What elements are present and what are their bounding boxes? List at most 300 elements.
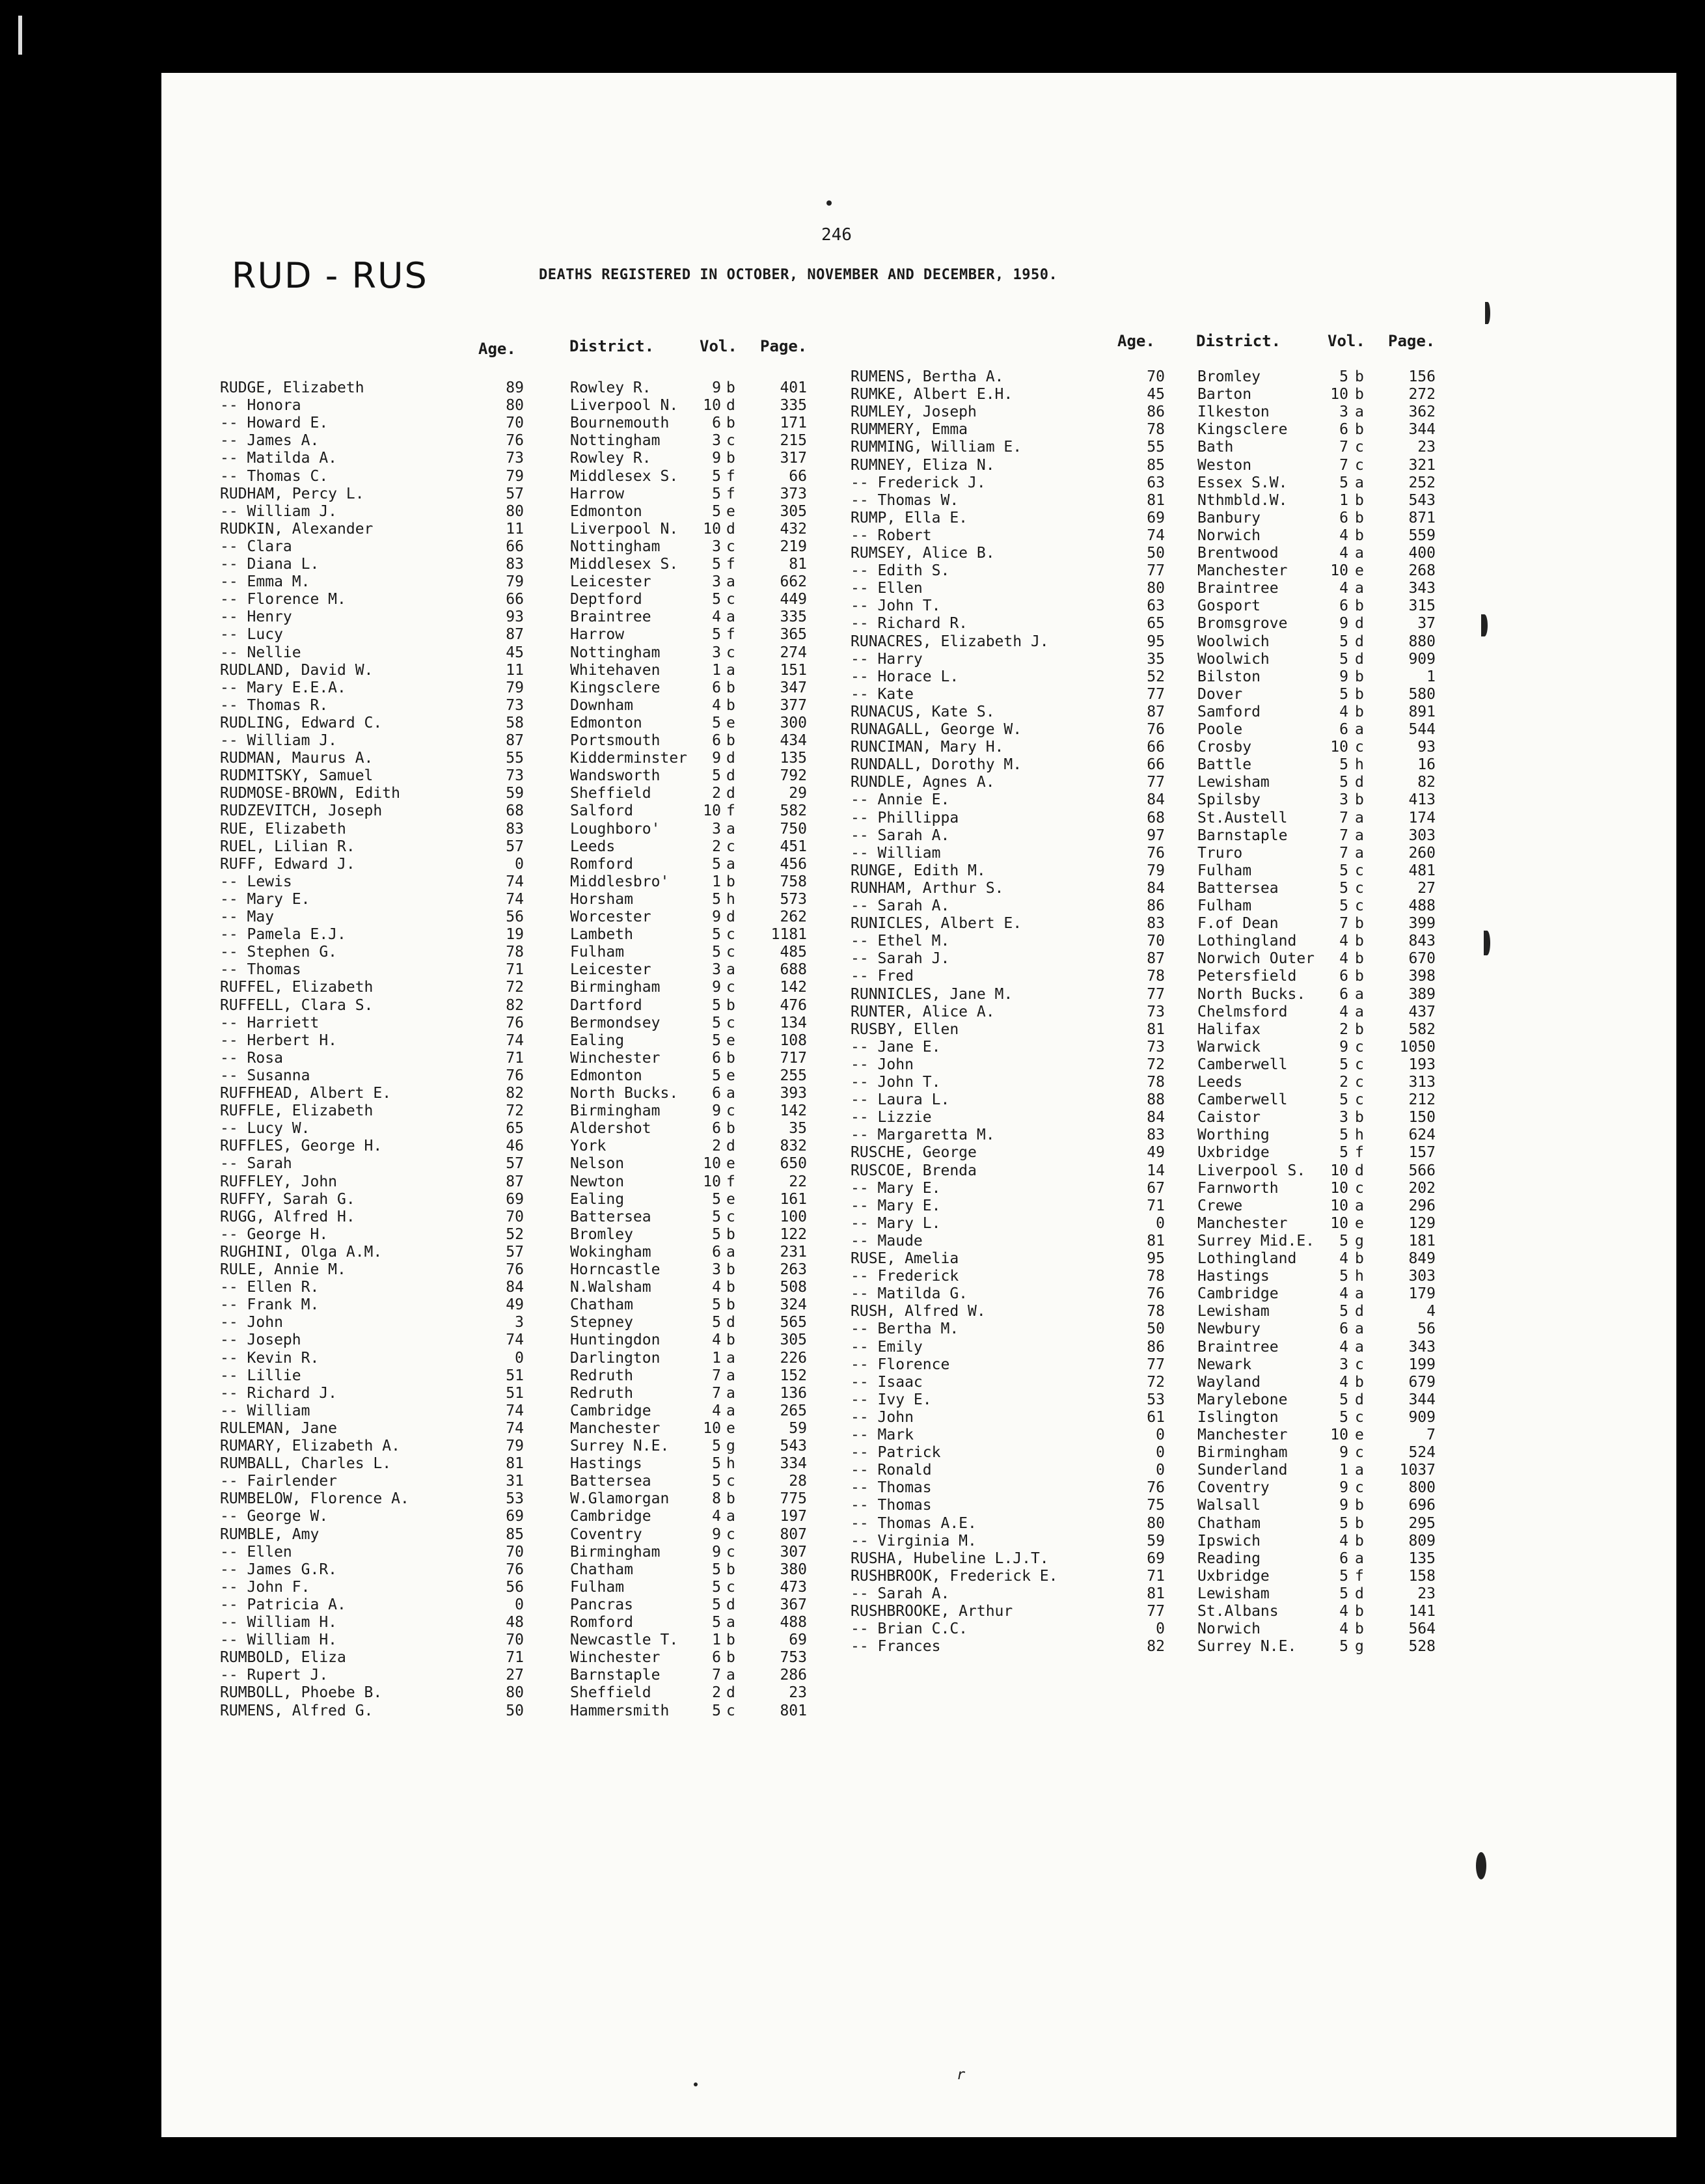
entry-name: -- Lucy W. [220,1120,310,1138]
entry-page: 274 [780,644,807,661]
entry-vol: 6 [1339,597,1348,615]
entry-letter: c [1355,439,1364,456]
entry-vol: 5 [712,767,721,785]
entry-vol: 3 [712,961,721,979]
entry-letter: b [1355,968,1364,985]
entry-vol: 5 [1339,1303,1348,1320]
entry-letter: b [1355,1514,1364,1532]
entry-district: W.Glamorgan [570,1490,670,1508]
register-entry [0,721,1705,739]
entry-vol: 5 [712,1473,721,1490]
entry-district: Liverpool N. [570,397,679,415]
entry-page: 157 [1408,1144,1436,1162]
entry-age: 45 [506,644,524,661]
entry-letter: e [1355,562,1364,580]
entry-name: RUDMAN, Maurus A. [220,750,374,767]
register-entry [0,597,1705,616]
page-header-left: Page. [760,337,808,355]
entry-name: -- John [220,1314,283,1331]
entry-vol: 5 [1339,1268,1348,1285]
entry-letter: c [1355,879,1364,897]
entry-vol: 5 [1339,474,1348,491]
entry-vol: 4 [1339,1373,1348,1391]
entry-page: 23 [789,1684,807,1702]
entry-vol: 5 [712,1561,721,1578]
entry-name: RULEMAN, Jane [220,1419,338,1437]
entry-district: Birmingham [570,1102,661,1120]
entry-letter: a [726,1402,735,1419]
entry-age: 56 [506,908,524,925]
entry-district: Chatham [1197,1514,1261,1532]
entry-age: 59 [1147,1532,1165,1549]
entry-letter: c [1355,1356,1364,1373]
margin-mark [1485,302,1490,324]
entry-district: Manchester [1197,562,1288,580]
entry-name: RUMMERY, Emma [851,421,968,439]
entry-page: 129 [1408,1214,1436,1232]
entry-name: RUMMING, William E. [851,439,1022,456]
entry-vol: 5 [1339,862,1348,879]
entry-name: -- Patricia A. [220,1596,346,1613]
entry-vol: 4 [1339,703,1348,720]
entry-name: -- Honora [220,397,301,415]
entry-page: 508 [780,1279,807,1296]
entry-name: -- Isaac [851,1373,923,1391]
entry-page: 303 [1408,1268,1436,1285]
entry-vol: 5 [1339,897,1348,914]
entry-page: 473 [780,1578,807,1596]
entry-vol: 5 [1339,1585,1348,1602]
register-entry [0,1497,1705,1515]
register-entry [0,915,1705,933]
entry-name: -- Lillie [220,1367,301,1384]
entry-district: Warwick [1197,1038,1261,1056]
entry-page: 171 [780,415,807,432]
entry-age: 76 [506,1067,524,1084]
entry-vol: 6 [1339,1549,1348,1567]
entry-page: 750 [780,820,807,838]
entry-page: 401 [780,379,807,396]
entry-district: F.of Dean [1197,915,1279,933]
entry-vol: 5 [712,1190,721,1208]
entry-letter: b [1355,668,1364,685]
entry-letter: b [1355,526,1364,544]
entry-page: 832 [780,1138,807,1155]
entry-vol: 10 [703,1173,721,1190]
entry-name: -- Lizzie [851,1109,932,1126]
entry-vol: 5 [712,996,721,1014]
entry-vol: 1 [1339,1462,1348,1479]
entry-vol: 5 [712,1031,721,1049]
entry-page: 343 [1408,1338,1436,1356]
entry-page: 272 [1408,386,1436,403]
entry-page: 334 [780,1455,807,1473]
entry-vol: 9 [1339,615,1348,633]
page-heading: RUD - RUS [232,255,428,296]
entry-age: 0 [515,1596,524,1613]
register-entry [0,1285,1705,1304]
entry-vol: 5 [1339,879,1348,897]
entry-letter: b [1355,1532,1364,1549]
entry-name: RUMENS, Bertha A. [851,368,1004,385]
entry-letter: c [1355,1091,1364,1109]
entry-page: 296 [1408,1197,1436,1214]
entry-district: Bromley [570,1225,633,1243]
entry-page: 252 [1408,474,1436,491]
entry-age: 86 [1147,1338,1165,1356]
entry-age: 73 [506,450,524,467]
entry-age: 78 [506,944,524,961]
entry-letter: b [1355,1620,1364,1638]
register-entry [0,810,1705,828]
entry-page: 286 [780,1667,807,1684]
entry-name: -- Frances [851,1638,941,1656]
entry-vol: 5 [712,1614,721,1631]
entry-letter: h [1355,1268,1364,1285]
entry-vol: 10 [1330,1162,1348,1179]
entry-age: 78 [1147,1268,1165,1285]
register-entry [0,1426,1705,1445]
entry-letter: e [1355,1214,1364,1232]
entry-page: 135 [1408,1549,1436,1567]
entry-age: 74 [506,1402,524,1419]
entry-letter: a [1355,985,1364,1003]
age-header-right: Age. [1117,332,1155,350]
entry-vol: 5 [712,485,721,502]
entry-letter: a [726,1384,735,1402]
entry-district: Liverpool N. [570,520,679,538]
entry-vol: 7 [712,1367,721,1384]
entry-vol: 5 [712,714,721,731]
entry-letter: c [1355,1444,1364,1462]
register-entry [0,986,1705,1004]
entry-vol: 5 [1339,1232,1348,1249]
entry-vol: 6 [712,1049,721,1067]
entry-letter: c [1355,1479,1364,1497]
entry-letter: b [1355,597,1364,615]
entry-letter: b [726,696,735,714]
entry-vol: 4 [1339,1620,1348,1638]
entry-district: Surrey N.E. [1197,1638,1297,1656]
entry-age: 82 [506,996,524,1014]
entry-district: Birmingham [570,979,661,996]
entry-district: Truro [1197,844,1243,862]
entry-district: Spilsby [1197,791,1261,809]
entry-age: 74 [506,1419,524,1437]
bottom-mark: r [957,2067,966,2083]
entry-district: Braintree [570,608,651,626]
register-entry [0,1320,1705,1339]
entry-district: Leicester [570,961,651,979]
entry-name: RUSH, Alfred W. [851,1303,986,1320]
entry-page: 476 [780,996,807,1014]
entry-district: Leicester [570,573,651,591]
entry-age: 0 [1156,1214,1165,1232]
entry-name: -- Bertha M. [851,1320,959,1338]
entry-page: 909 [1408,650,1436,668]
entry-vol: 3 [712,644,721,661]
entry-letter: b [726,379,735,396]
entry-letter: c [726,1208,735,1225]
entry-district: Darlington [570,1349,661,1367]
entry-age: 83 [506,820,524,838]
entry-district: Uxbridge [1197,1567,1270,1585]
entry-age: 65 [1147,615,1165,633]
entry-district: Lothingland [1197,1250,1297,1267]
entry-page: 335 [780,608,807,626]
entry-district: Nthmbld.W. [1197,491,1288,509]
entry-name: -- Frank M. [220,1296,320,1314]
entry-name: -- William [220,1402,310,1419]
register-entry [0,1003,1705,1022]
entry-district: Bermondsey [570,1014,661,1031]
entry-vol: 10 [1330,1197,1348,1214]
register-entry [0,1339,1705,1357]
entry-vol: 3 [712,573,721,591]
entry-district: Harrow [570,626,625,644]
entry-district: Middlesex S. [570,556,679,573]
entry-district: Surrey N.E. [570,1438,670,1454]
entry-letter: c [726,1578,735,1596]
entry-page: 179 [1408,1285,1436,1303]
entry-district: Bilston [1197,668,1261,685]
entry-name: RUNDALL, Dorothy M. [851,756,1022,774]
entry-vol: 7 [712,1384,721,1402]
entry-district: Romford [570,1614,633,1631]
entry-name: -- Henry [220,608,292,626]
entry-letter: d [726,1596,735,1613]
entry-page: 212 [1408,1091,1436,1109]
entry-age: 69 [1147,509,1165,526]
entry-vol: 5 [1339,1126,1348,1144]
entry-district: Ealing [570,1031,625,1049]
entry-name: -- John F. [220,1578,310,1596]
entry-age: 72 [1147,1056,1165,1073]
register-entry [0,1197,1705,1216]
entry-page: 35 [789,1120,807,1138]
entry-letter: b [726,679,735,696]
entry-page: 582 [780,802,807,820]
entry-letter: b [1355,1603,1364,1620]
entry-district: Bromley [1197,368,1261,385]
entry-age: 77 [1147,1356,1165,1373]
entry-vol: 4 [712,1508,721,1525]
entry-age: 50 [506,1702,524,1719]
entry-page: 66 [789,467,807,485]
entry-letter: a [1355,545,1364,562]
entry-name: -- Susanna [220,1067,310,1084]
entry-name: RUFFLEY, John [220,1173,338,1190]
entry-vol: 5 [712,1596,721,1613]
entry-district: Camberwell [1197,1091,1288,1109]
entry-age: 80 [506,502,524,520]
entry-district: Kingsclere [1197,421,1288,439]
entry-name: RUMBALL, Charles L. [220,1455,392,1473]
entry-page: 81 [789,556,807,573]
entry-vol: 5 [1339,1514,1348,1532]
entry-vol: 5 [712,591,721,608]
ink-dot [826,200,832,206]
entry-age: 79 [1147,862,1165,879]
entry-vol: 3 [1339,791,1348,809]
entry-letter: f [726,1173,735,1190]
entry-district: Barnstaple [1197,826,1288,844]
entry-page: 880 [1408,633,1436,650]
entry-age: 57 [506,1155,524,1173]
entry-age: 80 [506,1684,524,1702]
entry-age: 71 [506,1049,524,1067]
entry-vol: 5 [1339,650,1348,668]
entry-district: Fulham [570,944,625,961]
entry-district: Deptford [570,591,642,608]
entry-district: Newcastle T. [570,1631,679,1649]
register-entry [0,1039,1705,1057]
entry-name: -- Patrick [851,1444,941,1462]
entry-name: -- Diana L. [220,556,320,573]
entry-letter: c [1355,1056,1364,1073]
entry-name: RUGHINI, Olga A.M. [220,1243,383,1261]
entry-age: 76 [1147,844,1165,862]
entry-district: Essex S.W. [1197,474,1288,491]
entry-age: 77 [1147,562,1165,580]
entry-name: -- John T. [851,1074,941,1091]
entry-letter: c [726,1014,735,1031]
entry-age: 78 [1147,1303,1165,1320]
entry-vol: 4 [1339,1285,1348,1303]
entry-page: 717 [780,1049,807,1067]
entry-age: 63 [1147,474,1165,491]
entry-page: 151 [780,661,807,679]
entry-letter: d [726,785,735,802]
entry-age: 75 [1147,1497,1165,1514]
entry-name: RUNDLE, Agnes A. [851,774,995,791]
entry-district: Crewe [1197,1197,1243,1214]
entry-page: 37 [1417,615,1436,633]
entry-age: 77 [1147,774,1165,791]
entry-letter: b [1355,915,1364,933]
page-header-right: Page. [1388,332,1436,350]
entry-age: 93 [506,608,524,626]
entry-name: -- Florence [851,1356,950,1373]
entry-name: -- George H. [220,1225,329,1243]
entry-district: Birmingham [1197,1444,1288,1462]
entry-name: RUSHBROOK, Frederick E. [851,1567,1058,1585]
register-entry [0,774,1705,792]
entry-letter: c [1355,1038,1364,1056]
entry-age: 73 [506,767,524,785]
entry-age: 76 [1147,721,1165,738]
entry-vol: 3 [1339,1356,1348,1373]
entry-page: 136 [780,1384,807,1402]
entry-vol: 10 [1330,562,1348,580]
entry-letter: f [726,467,735,485]
entry-age: 55 [1147,439,1165,456]
entry-name: -- Brian C.C. [851,1620,968,1638]
entry-age: 89 [506,379,524,396]
entry-name: -- Mark [851,1426,914,1443]
entry-age: 71 [1147,1567,1165,1585]
entry-letter: d [1355,1585,1364,1602]
entry-age: 31 [506,1473,524,1490]
register-entry [0,562,1705,580]
entry-district: Lothingland [1197,933,1297,950]
entry-age: 82 [506,1085,524,1102]
entry-age: 70 [506,1208,524,1225]
entry-letter: e [726,1067,735,1084]
entry-district: Kingsclere [570,679,661,696]
entry-age: 97 [1147,826,1165,844]
register-entry [0,527,1705,545]
register-entry [0,633,1705,651]
entry-letter: c [1355,862,1364,879]
entry-district: North Bucks. [570,1085,679,1102]
entry-vol: 6 [1339,985,1348,1003]
entry-age: 88 [1147,1091,1165,1109]
entry-age: 83 [1147,1126,1165,1144]
entry-vol: 5 [1339,756,1348,774]
entry-district: Bath [1197,439,1234,456]
entry-vol: 9 [1339,1038,1348,1056]
entry-vol: 5 [1339,633,1348,650]
entry-name: -- Stephen G. [220,944,338,961]
entry-letter: b [1355,491,1364,509]
entry-district: Newbury [1197,1320,1261,1338]
entry-vol: 8 [712,1490,721,1508]
entry-district: Petersfield [1197,968,1297,985]
entry-page: 1 [1426,668,1436,685]
entry-age: 86 [1147,897,1165,914]
entry-district: Surrey Mid.E. [1197,1232,1315,1249]
entry-page: 679 [1408,1373,1436,1391]
entry-page: 670 [1408,950,1436,968]
entry-vol: 7 [1339,915,1348,933]
entry-page: 365 [780,626,807,644]
register-entry [0,1533,1705,1551]
register-entry [0,1684,1705,1702]
register-entry [0,1250,1705,1268]
entry-page: 263 [780,1261,807,1278]
entry-page: 260 [1408,844,1436,862]
entry-page: 1181 [771,926,807,944]
entry-letter: a [726,1508,735,1525]
entry-vol: 4 [1339,526,1348,544]
entry-page: 377 [780,696,807,714]
entry-letter: b [1355,1020,1364,1038]
entry-age: 81 [1147,1232,1165,1249]
entry-age: 79 [506,679,524,696]
entry-name: -- Harriett [220,1014,320,1031]
entry-age: 95 [1147,1250,1165,1267]
entry-vol: 5 [712,556,721,573]
entry-age: 57 [506,838,524,855]
register-entry [0,439,1705,457]
entry-name: RUE, Elizabeth [220,820,346,838]
entry-vol: 7 [712,1667,721,1684]
entry-page: 792 [780,767,807,785]
entry-district: Battersea [1197,879,1279,897]
entry-page: 753 [780,1649,807,1667]
entry-district: Pancras [570,1596,633,1613]
entry-page: 559 [1408,526,1436,544]
entry-vol: 10 [1330,739,1348,756]
entry-name: RUDZEVITCH, Joseph [220,802,383,820]
register-entry [0,1374,1705,1392]
entry-letter: a [726,1614,735,1631]
entry-district: Winchester [570,1049,661,1067]
entry-name: RUNACUS, Kate S. [851,703,995,720]
entry-name: RUNCIMAN, Mary H. [851,739,1004,756]
entry-age: 70 [506,1631,524,1649]
